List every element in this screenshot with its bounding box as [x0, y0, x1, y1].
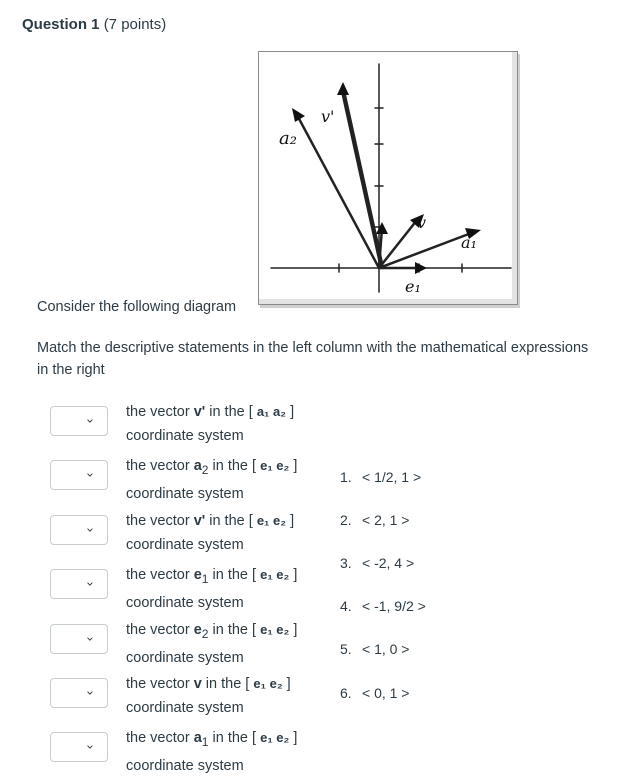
- arrowhead-e1: [415, 262, 427, 274]
- answer-select[interactable]: [50, 678, 108, 708]
- label-a2: a₂: [279, 128, 297, 149]
- question-title: [22, 16, 166, 33]
- arrowhead-vprime: [337, 82, 349, 95]
- answer-option: 3. < -2, 4 >: [340, 555, 415, 571]
- answer-option: 1. < 1/2, 1 >: [340, 469, 422, 485]
- statement-text: the vector $e_2$ in the [ e₁ e₂ ] coordinate system: [126, 622, 298, 666]
- answer-select[interactable]: [50, 732, 108, 762]
- vector-diagram: [258, 51, 518, 305]
- chevron-down-icon: ›: [82, 690, 97, 696]
- statement-text: the vector $e_1$ in the [ e₁ e₂ ] coordinate system: [126, 567, 298, 611]
- diagram-drawing: [259, 52, 517, 304]
- label-e1: e₁: [405, 277, 421, 296]
- statement-text: the vector v' in the [ a₁ a₂ ] coordinate system: [126, 404, 295, 444]
- answer-option: 5. < 1, 0 >: [340, 641, 410, 657]
- vector-vprime-1: [342, 91, 381, 268]
- intro-text: Consider the following diagram: [37, 299, 237, 315]
- answer-select[interactable]: [50, 569, 108, 599]
- chevron-down-icon: ›: [82, 472, 97, 478]
- chevron-down-icon: ›: [82, 744, 97, 750]
- label-vprime: v': [321, 107, 335, 126]
- label-v: v: [417, 213, 427, 232]
- answer-option: 6. < 0, 1 >: [340, 685, 410, 701]
- chevron-down-icon: ›: [82, 636, 97, 642]
- label-a1: a₁: [461, 233, 477, 252]
- statement-text: the vector v' in the [ e₁ e₂ ] coordinate system: [126, 513, 295, 553]
- answer-option: 2. < 2, 1 >: [340, 512, 410, 528]
- answer-select[interactable]: [50, 460, 108, 490]
- answer-select[interactable]: [50, 624, 108, 654]
- statement-text: the vector $a_1$ in the [ e₁ e₂ ] coordinate system: [126, 730, 298, 774]
- statement-text: the vector $a_2$ in the [ e₁ e₂ ] coordinate system: [126, 458, 298, 502]
- answer-option: 4. < -1, 9/2 >: [340, 598, 426, 614]
- statement-text: the vector v in the [ e₁ e₂ ] coordinate system: [126, 676, 291, 716]
- instructions-text: Match the descriptive statements in the left column with the mathematical expressions in the right: [37, 340, 589, 378]
- answer-select[interactable]: [50, 406, 108, 436]
- question-points: (7 points): [103, 16, 167, 33]
- answer-select[interactable]: [50, 515, 108, 545]
- chevron-down-icon: ›: [82, 527, 97, 533]
- question-label: Question 1: [22, 16, 100, 33]
- arrowhead-e2: [376, 222, 388, 234]
- chevron-down-icon: ›: [82, 418, 97, 424]
- chevron-down-icon: ›: [82, 581, 97, 587]
